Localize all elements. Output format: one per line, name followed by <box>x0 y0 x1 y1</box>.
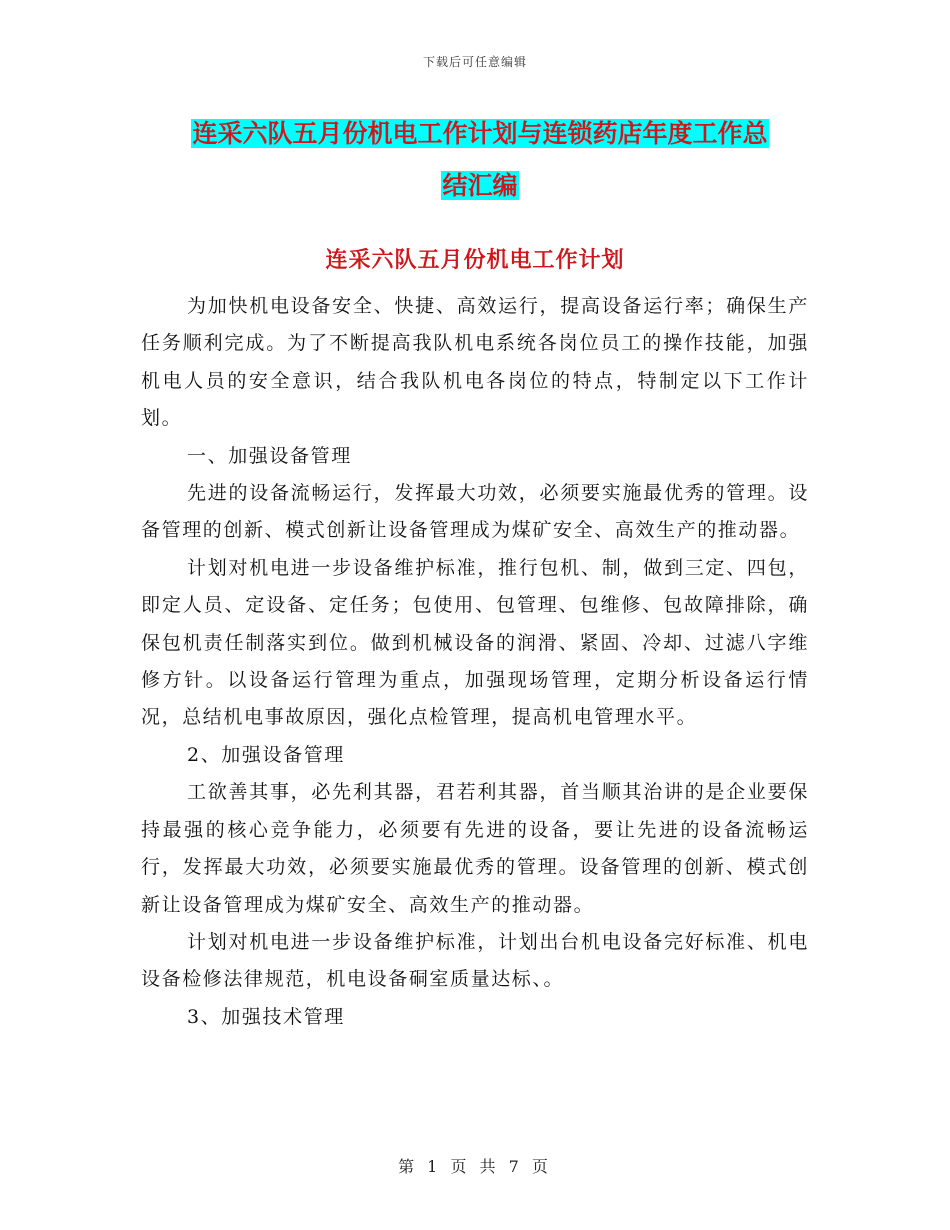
section-title: 连采六队五月份机电工作计划 <box>325 248 625 273</box>
paragraph: 计划对机电进一步设备维护标准，计划出台机电设备完好标准、机电设备检修法律规范，机电设备硐室质量达标、。 <box>141 930 809 991</box>
paragraph: 计划对机电进一步设备维护标准，推行包机、制，做到三定、四包，即定人员、定设备、定任务；包使用、包管理、包维修、包故障排除，确保包机责任制落实到位。做到机械设备的润滑、紧固、冷却、过滤八字维修方针。以设备运行管理为重点，加强现场管理，定期分析设备运行情况，总结机电事故原因，强化点检管理，提高机电管理水平。 <box>141 556 809 729</box>
paragraph: 为加快机电设备安全、快捷、高效运行，提高设备运行率；确保生产任务顺利完成。为了不断提高我队机电系统各岗位员工的操作技能，加强机电人员的安全意识，结合我队机电各岗位的特点，特制定以下工作计划。 <box>141 295 809 430</box>
heading-2: 2、加强设备管理 <box>187 743 345 766</box>
page-number: 第 1 页 共 7 页 <box>398 1157 552 1176</box>
paragraph: 工欲善其事，必先利其器，君若利其器，首当顺其治讲的是企业要保持最强的核心竞争能力，必须要有先进的设备，要让先进的设备流畅运行，发挥最大功效，必须要实施最优秀的管理。设备管理的创新、模式创新让设备管理成为煤矿安全、高效生产的推动器。 <box>141 781 809 916</box>
paragraph: 先进的设备流畅运行，发挥最大功效，必须要实施最优秀的管理。设备管理的创新、模式创新让设备管理成为煤矿安全、高效生产的推动器。 <box>141 482 809 542</box>
document-title-line1: 连采六队五月份机电工作计划与连锁药店年度工作总 <box>192 119 768 148</box>
heading-1: 一、加强设备管理 <box>187 444 352 467</box>
document-title <box>140 108 820 212</box>
document-body <box>141 288 809 1036</box>
heading-3: 3、加强技术管理 <box>187 1005 345 1028</box>
document-title-line2: 结汇编 <box>442 171 518 200</box>
header-note: 下载后可任意编辑 <box>422 55 527 69</box>
